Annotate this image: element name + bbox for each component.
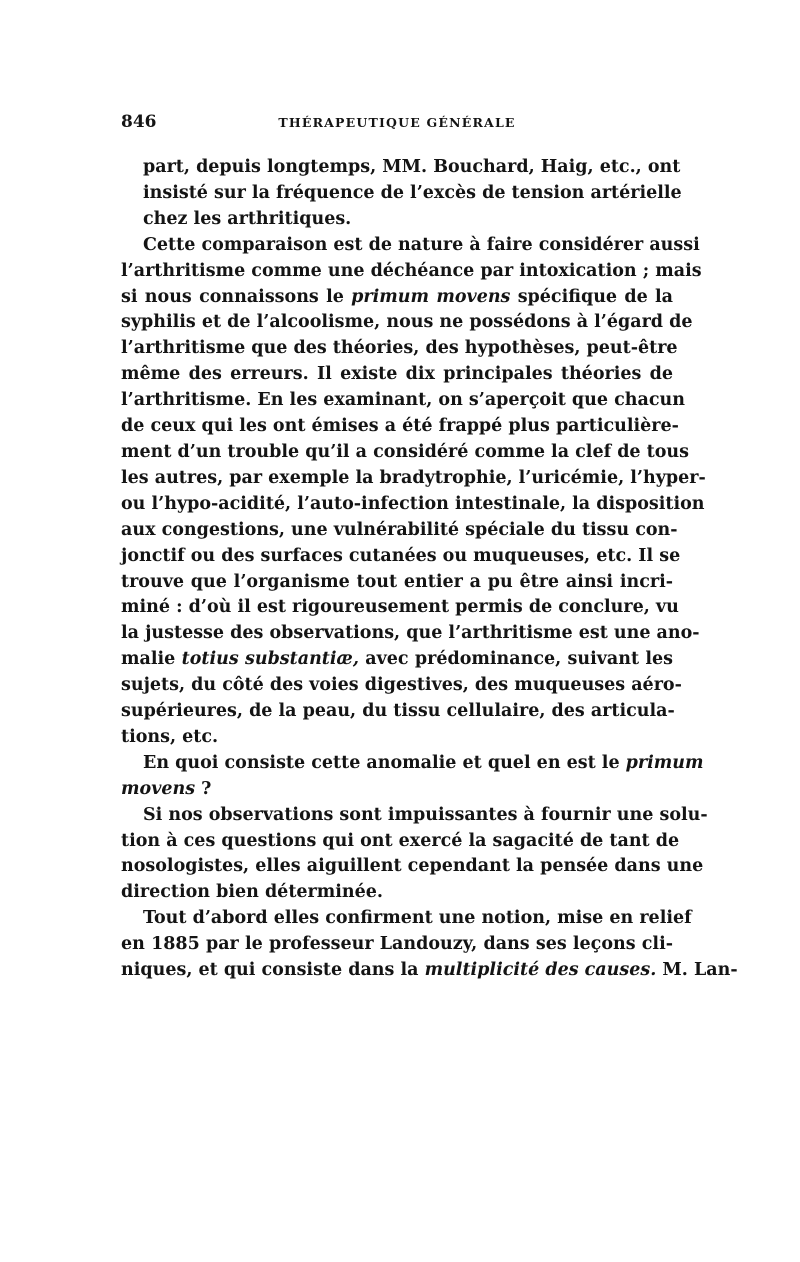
text-segment: En quoi consiste cette anomalie et quel en est le: [143, 752, 626, 773]
text-line: supérieures, de la peau, du tissu cellulaire, des articula-: [121, 701, 675, 722]
text-line: aux congestions, une vulnérabilité spéciale du tissu con-: [121, 519, 678, 540]
paragraph-4: [121, 803, 708, 907]
italic-totius-substantiae: totius substantiæ,: [181, 649, 359, 670]
paragraph-5: [121, 906, 738, 984]
text-line: jonctif ou des surfaces cutanées ou muqueuses, etc. Il se: [121, 545, 681, 566]
text-line: de ceux qui les ont émises a été frappé plus particulière-: [121, 416, 679, 437]
text-line: miné : d’où il est rigoureusement permis de conclure, vu: [121, 597, 679, 618]
text-segment: si nous connaissons le: [121, 286, 352, 307]
text-line: [121, 958, 738, 984]
text-line: [121, 777, 673, 803]
text-line: [121, 647, 673, 673]
body-text: [121, 155, 738, 984]
text-line: Cette comparaison est de nature à faire considérer aussi: [143, 234, 700, 255]
page-number: 846: [121, 112, 157, 132]
paragraph-1: [121, 155, 682, 233]
text-line: tions, etc.: [121, 726, 219, 747]
italic-movens: movens: [121, 778, 196, 799]
text-line: trouve que l’organisme tout entier a pu être ainsi incri-: [121, 571, 673, 592]
text-line: l’arthritisme que des théories, des hypothèses, peut-être: [121, 338, 678, 359]
text-line: en 1885 par le professeur Landouzy, dans ses leçons cli-: [121, 934, 673, 955]
text-line: Tout d’abord elles confirment une notion, mise en relief: [143, 908, 692, 929]
text-segment: spécifique de la: [510, 286, 673, 307]
text-line: direction bien déterminée.: [121, 882, 384, 903]
italic-multiplicite-des-causes: multiplicité des causes.: [424, 960, 657, 981]
text-line: chez les arthritiques.: [143, 208, 352, 229]
page-header: [121, 112, 673, 138]
text-segment: ?: [195, 778, 212, 799]
text-line: Si nos observations sont impuissantes à fournir une solu-: [143, 804, 708, 825]
text-line: tion à ces questions qui ont exercé la sagacité de tant de: [121, 830, 680, 851]
book-page: [121, 112, 738, 984]
text-line: l’arthritisme. En les examinant, on s’aperçoit que chacun: [121, 390, 685, 411]
text-line: nosologistes, elles aiguillent cependant la pensée dans une: [121, 856, 704, 877]
text-line: même des erreurs. Il existe dix principales théories de: [121, 364, 673, 385]
text-segment: niques, et qui consiste dans la: [121, 960, 425, 981]
text-line: syphilis et de l’alcoolisme, nous ne possédons à l’égard de: [121, 312, 693, 333]
text-line: part, depuis longtemps, MM. Bouchard, Haig, etc., ont: [143, 157, 681, 177]
text-line: la justesse des observations, que l’arthritisme est une ano-: [121, 623, 700, 644]
paragraph-2: [121, 233, 706, 751]
text-line: l’arthritisme comme une déchéance par intoxication ; mais: [121, 260, 702, 281]
text-line: ment d’un trouble qu’il a considéré comme la clef de tous: [121, 441, 689, 462]
italic-primum: primum: [625, 752, 704, 773]
text-segment: M. Lan-: [656, 960, 738, 981]
text-line: insisté sur la fréquence de l’excès de tension artérielle: [143, 182, 682, 203]
text-line: [121, 751, 704, 777]
text-line: [121, 285, 673, 311]
paragraph-3: [121, 751, 704, 803]
running-title: THÉRAPEUTIQUE GÉNÉRALE: [278, 115, 516, 130]
text-line: les autres, par exemple la bradytrophie, l’uricémie, l’hyper-: [121, 467, 706, 488]
italic-primum-movens: primum movens: [351, 286, 511, 307]
text-line: ou l’hypo-acidité, l’auto-infection intestinale, la disposition: [121, 493, 705, 514]
text-segment: malie: [121, 649, 182, 670]
text-segment: avec prédominance, suivant les: [358, 649, 674, 670]
text-line: sujets, du côté des voies digestives, des muqueuses aéro-: [121, 675, 682, 696]
